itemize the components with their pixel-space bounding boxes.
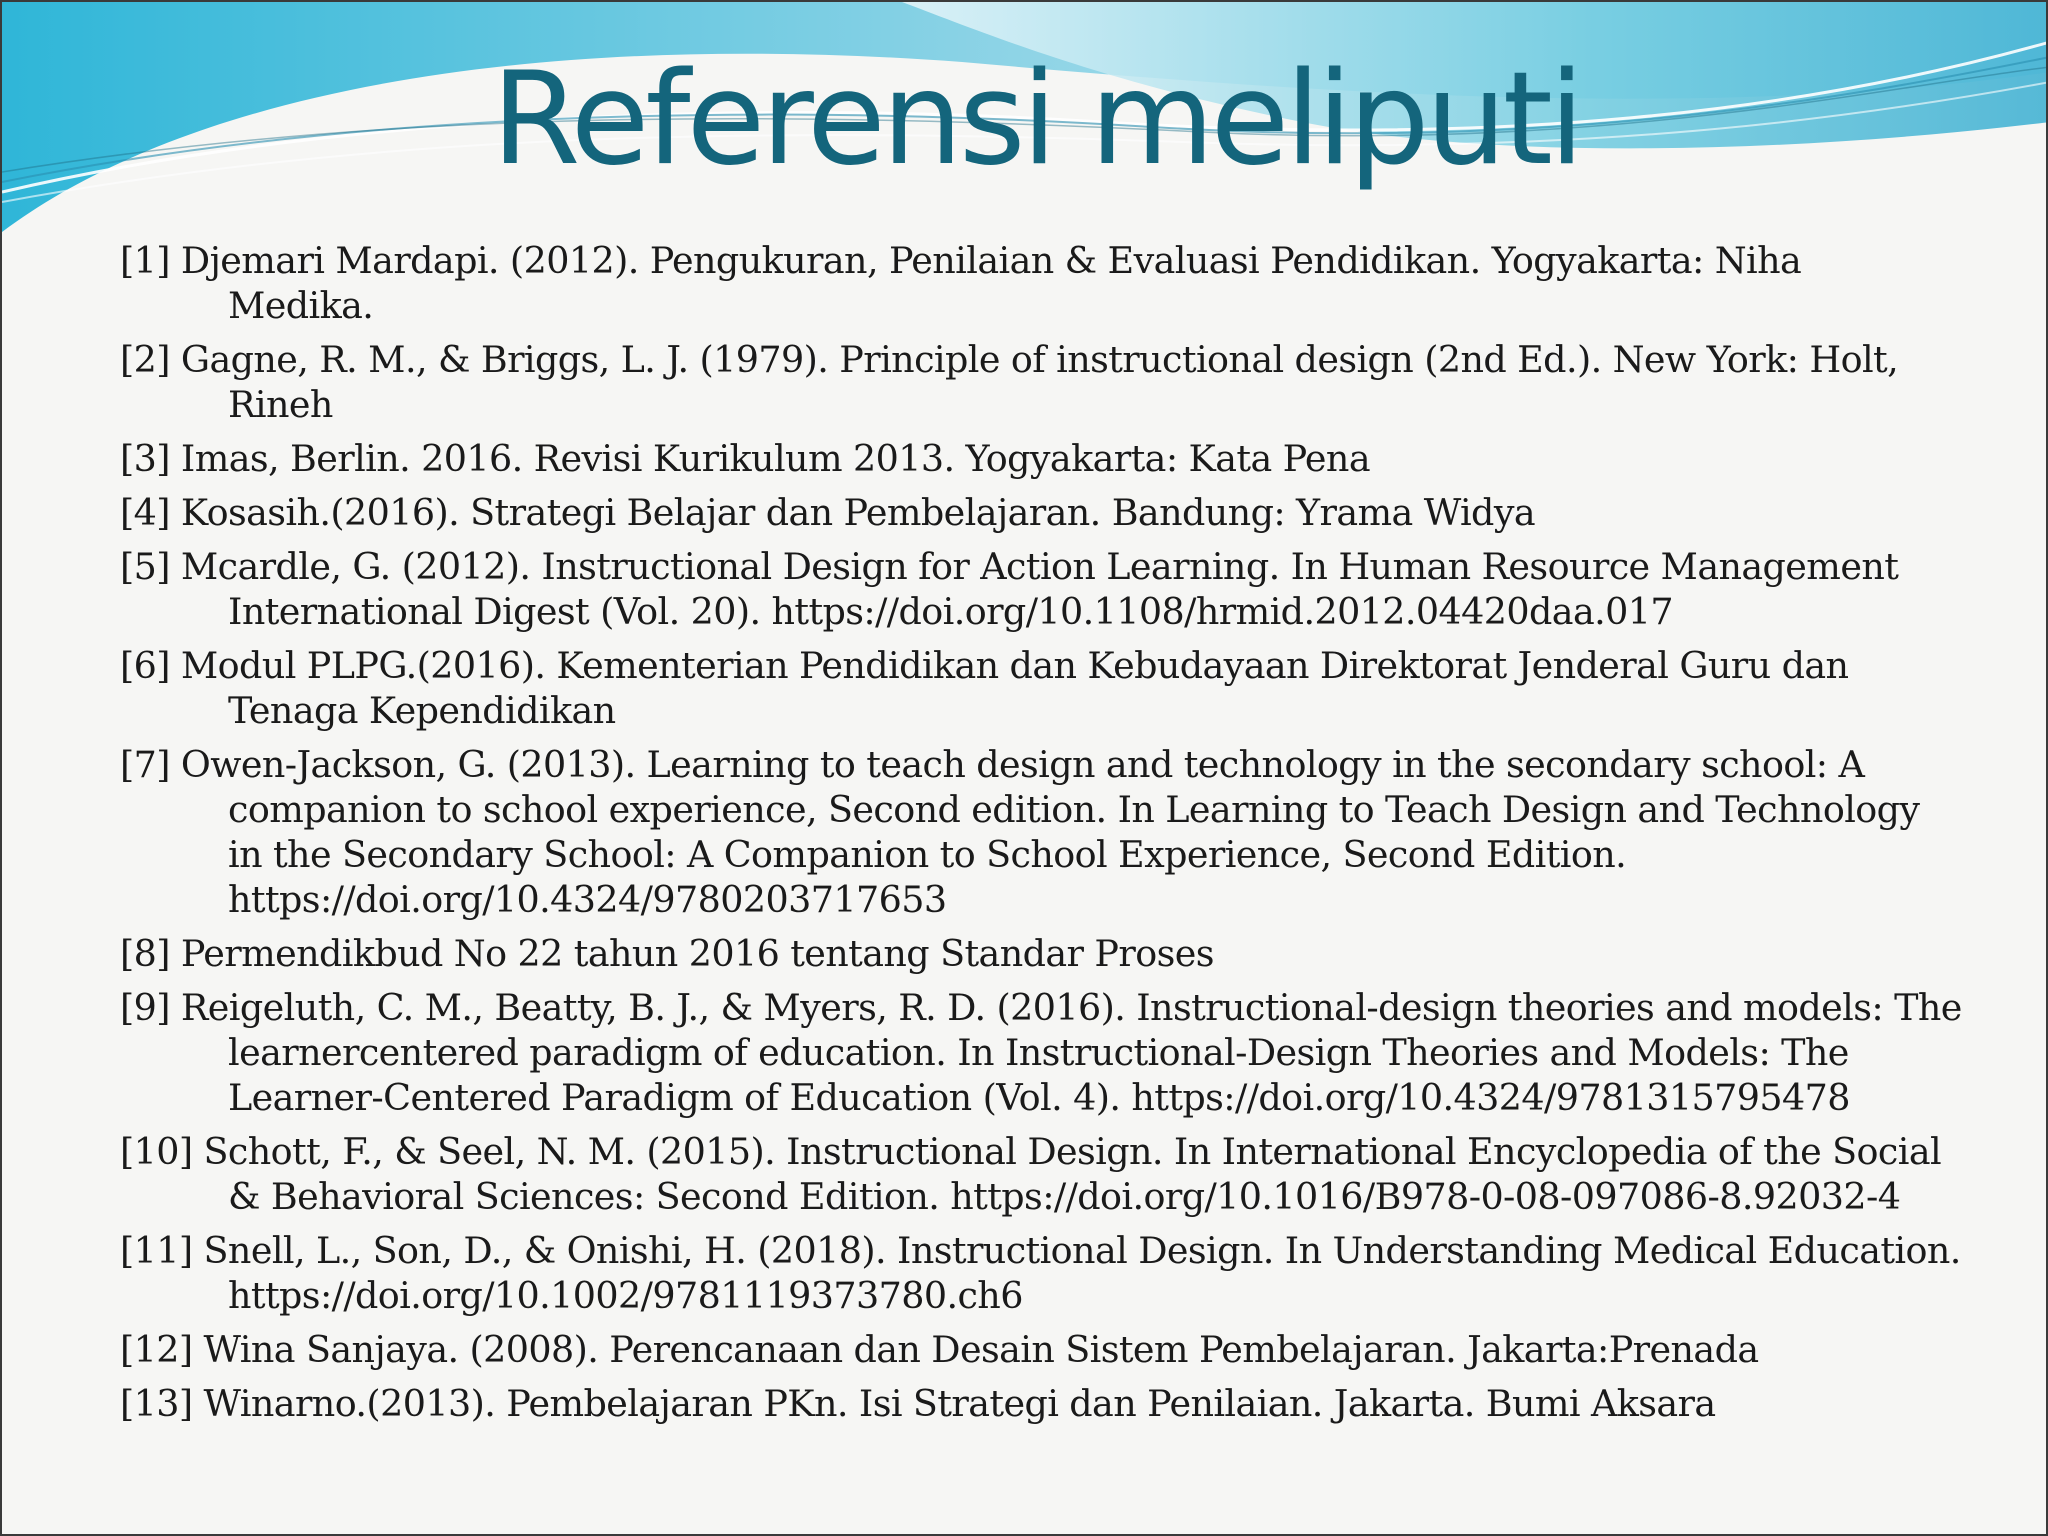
reference-item: [9] Reigeluth, C. M., Beatty, B. J., & Myers, R. D. (2016). Instructional-design theories and models: The learnercentered paradigm of education. In Instructional-Design Theories and Models: The Learner-Centered Paradigm of Education (Vol. 4). https://doi.org/10.4324/9781315795478 xyxy=(120,986,1962,1119)
reference-item: [10] Schott, F., & Seel, N. M. (2015). Instructional Design. In International Encyclopedia of the Social & Behavioral Sciences: Second Edition. https://doi.org/10.1016/B978-0-08-097086-8.92032-4 xyxy=(120,1130,1942,1218)
reference-item: [5] Mcardle, G. (2012). Instructional Design for Action Learning. In Human Resource Management International Digest (Vol. 20). https://doi.org/10.1108/hrmid.2012.04420daa.017 xyxy=(120,545,1899,633)
reference-item: [13] Winarno.(2013). Pembelajaran PKn. Isi Strategi dan Penilaian. Jakarta. Bumi Aksara xyxy=(120,1382,1716,1425)
slide-title: Referensi meliputi xyxy=(491,45,1581,194)
reference-item: [8] Permendikbud No 22 tahun 2016 tentang Standar Proses xyxy=(120,932,1214,975)
reference-item: [12] Wina Sanjaya. (2008). Perencanaan dan Desain Sistem Pembelajaran. Jakarta:Prenada xyxy=(120,1328,1759,1371)
reference-item: [6] Modul PLPG.(2016). Kementerian Pendidikan dan Kebudayaan Direktorat Jenderal Guru dan Tenaga Kependidikan xyxy=(120,644,1849,732)
reference-list xyxy=(120,238,2000,1435)
reference-item: [3] Imas, Berlin. 2016. Revisi Kurikulum 2013. Yogyakarta: Kata Pena xyxy=(120,437,1370,480)
reference-item: [1] Djemari Mardapi. (2012). Pengukuran, Penilaian & Evaluasi Pendidikan. Yogyakarta: Niha Medika. xyxy=(120,239,1802,327)
reference-item: [11] Snell, L., Son, D., & Onishi, H. (2018). Instructional Design. In Understanding Medical Education. https://doi.org/10.1002/9781119373780.ch6 xyxy=(120,1229,1961,1317)
reference-item: [4] Kosasih.(2016). Strategi Belajar dan Pembelajaran. Bandung: Yrama Widya xyxy=(120,491,1536,534)
reference-item: [7] Owen-Jackson, G. (2013). Learning to teach design and technology in the secondary school: A companion to school experience, Second edition. In Learning to Teach Design and Technology in the Secondary School: A Companion to School Experience, Second Edition. https://doi.org/10.4324/9780203717653 xyxy=(120,743,1920,921)
reference-item: [2] Gagne, R. M., & Briggs, L. J. (1979). Principle of instructional design (2nd Ed.). New York: Holt, Rineh xyxy=(120,338,1899,426)
